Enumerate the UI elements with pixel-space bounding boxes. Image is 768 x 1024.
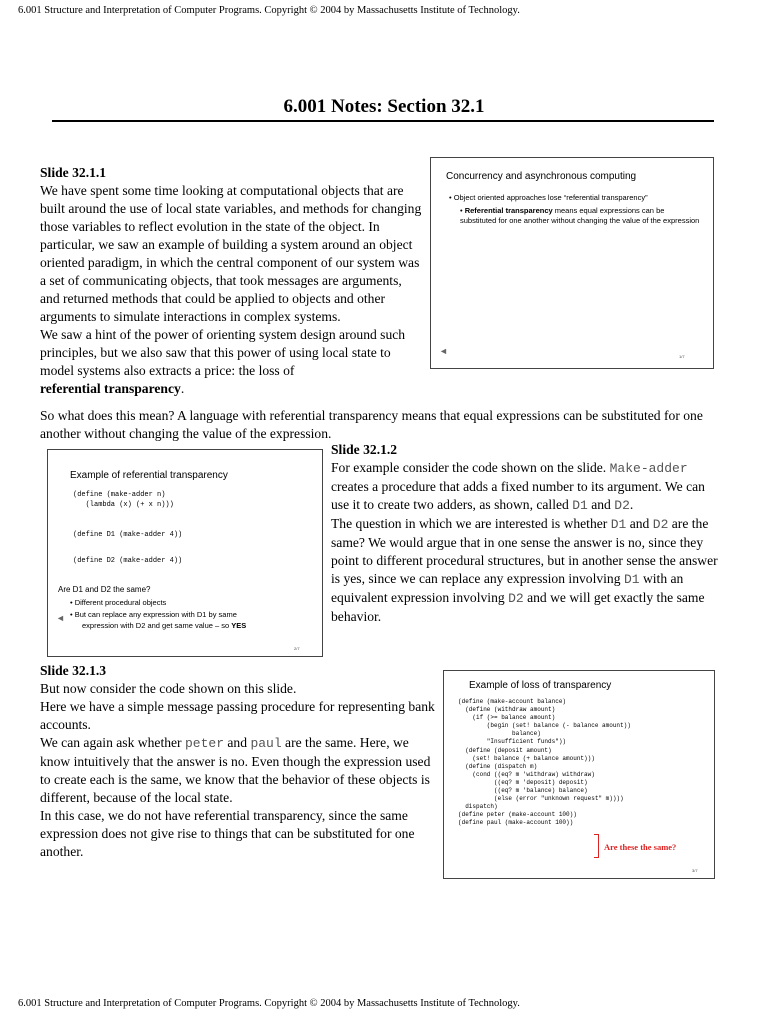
text: expression with D2 and get same value – so (82, 621, 230, 630)
text: • (460, 206, 465, 215)
slide-image-2 (47, 449, 323, 657)
text: with an equivalent expression involving (331, 571, 684, 605)
code-text: D2 (508, 591, 524, 606)
paragraph: In this case, we do not have referential transparency, since the same expression does not give rise to things that can be substituted for one another. (40, 808, 415, 859)
text: and (224, 735, 251, 750)
paragraph (331, 515, 723, 626)
slide-question: Are D1 and D2 the same? (58, 585, 151, 594)
slide-image-3 (443, 670, 715, 879)
code-text: Make-adder (609, 461, 688, 476)
slide-callout: Are these the same? (604, 842, 677, 852)
brace (594, 834, 599, 858)
text: means equal expressions can be substituted for one another without changing the value of the expression (460, 206, 700, 225)
text: . (180, 381, 185, 396)
slide-heading: Slide 32.1.3 (40, 663, 107, 678)
page-title: 6.001 Notes: Section 32.1 (283, 96, 485, 117)
paragraph-referential: So what does this mean? A language with referential transparency means that equal expressions can be substituted for one another without changing the value of the expression. (40, 408, 703, 441)
code-text: paul (250, 736, 282, 751)
text: The question in which we are interested is whether (331, 516, 611, 531)
page-header: 6.001 Structure and Interpretation of Computer Programs. Copyright © 2004 by Massachusetts Institute of Technology. (18, 5, 520, 16)
paragraph (40, 326, 422, 398)
slide-bullet: • Different procedural objects (70, 598, 167, 607)
text: are the same? We would argue that in one sense the answer is no, since they point to different procedural structures, but in another sense the answer is yes, since we can replace any expression involving (331, 516, 718, 586)
slide-bullet (460, 206, 700, 226)
bold-text: YES (231, 621, 247, 630)
slide-number: 3/7 (692, 868, 698, 873)
paragraph: Here we have a simple message passing procedure for representing bank accounts. (40, 699, 435, 732)
code-text: D2 (614, 498, 630, 513)
section-32-1-2 (331, 441, 723, 626)
title-rule (52, 120, 714, 122)
slide-heading: Slide 32.1.2 (331, 442, 398, 457)
text: are the same. Here, we know intuitively that the answer is no. Even though the expression used to create each is the same, we know that the behavior of these objects is different, because of the local state. (40, 735, 431, 805)
code-text: D1 (610, 517, 627, 532)
text: and (587, 497, 615, 512)
text: We saw a hint of the power of orienting system design around such principles, but we also saw that this power of using local state to model systems also extracts a price: the loss of (40, 327, 406, 378)
slide-image-1 (430, 157, 714, 369)
slide-bullet: • But can replace any expression with D1 by same (70, 610, 237, 619)
bold-text: referential transparency (40, 381, 181, 396)
code-text: D1 (623, 572, 640, 587)
text: We can again ask whether (40, 735, 185, 750)
text: and we will get exactly the same behavior. (331, 590, 705, 624)
code-text: D2 (652, 517, 669, 532)
slide-code: (define (make-adder n) (lambda (x) (+ x n))) (73, 491, 174, 509)
bold-text: Referential transparency (464, 206, 553, 215)
text: creates a procedure that adds a fixed number to its argument. We can use it to create two adders, as shown, called (331, 479, 705, 512)
slide-code: (define D1 (make-adder 4)) (73, 531, 183, 539)
slide-code: (define (make-account balance) (define (withdraw amount) (if (>= balance amount) (begin (set! balance (- balance amount)) balance) "Insufficient funds")) (define (deposit amount) (set! balance (+ balance amount))) (define (dispatch m) (cond ((eq? m 'withdraw) withdraw) ((eq? m 'deposit) deposit) ((eq? m 'balance) balance) (else (error "unknown request" m)))) dispatch) (define peter (make-account 100)) (define paul (make-account 100)) (458, 698, 631, 827)
slide-title: Example of referential transparency (70, 470, 228, 481)
text: For example consider the code shown on the slide. (331, 460, 610, 475)
paragraph (40, 734, 438, 807)
page-footer: 6.001 Structure and Interpretation of Computer Programs. Copyright © 2004 by Massachusetts Institute of Technology. (18, 998, 520, 1009)
paragraph: We have spent some time looking at computational objects that are built around the use of local state variables, and methods for changing those variables to reflect evolution in the state of the object. In particular, we saw an example of building a system around an object oriented paradigm, in which the central component of our system was a set of communicating objects, that took messages are arguments, and returned methods that could be applied to objects and other arguments to simulate interactions in complex systems. (40, 183, 422, 324)
speaker-icon: ◄ (439, 346, 448, 356)
paragraph: But now consider the code shown on this slide. (40, 681, 297, 696)
slide-heading: Slide 32.1.1 (40, 165, 107, 180)
slide-bullet: • Object oriented approaches lose “referential transparency” (449, 193, 648, 202)
slide-number: 2/7 (294, 646, 300, 651)
slide-number: 1/7 (679, 354, 685, 359)
text: and (626, 516, 653, 531)
slide-bullet (82, 621, 246, 631)
code-text: peter (184, 736, 224, 751)
slide-title: Example of loss of transparency (469, 680, 612, 691)
text: . (629, 497, 634, 512)
slide-title: Concurrency and asynchronous computing (446, 171, 637, 182)
slide-code: (define D2 (make-adder 4)) (73, 557, 183, 565)
section-32-1-1 (40, 164, 422, 398)
paragraph (331, 459, 723, 515)
speaker-icon: ◄ (56, 613, 65, 623)
code-text: D1 (572, 498, 588, 513)
section-32-1-3 (40, 662, 438, 861)
